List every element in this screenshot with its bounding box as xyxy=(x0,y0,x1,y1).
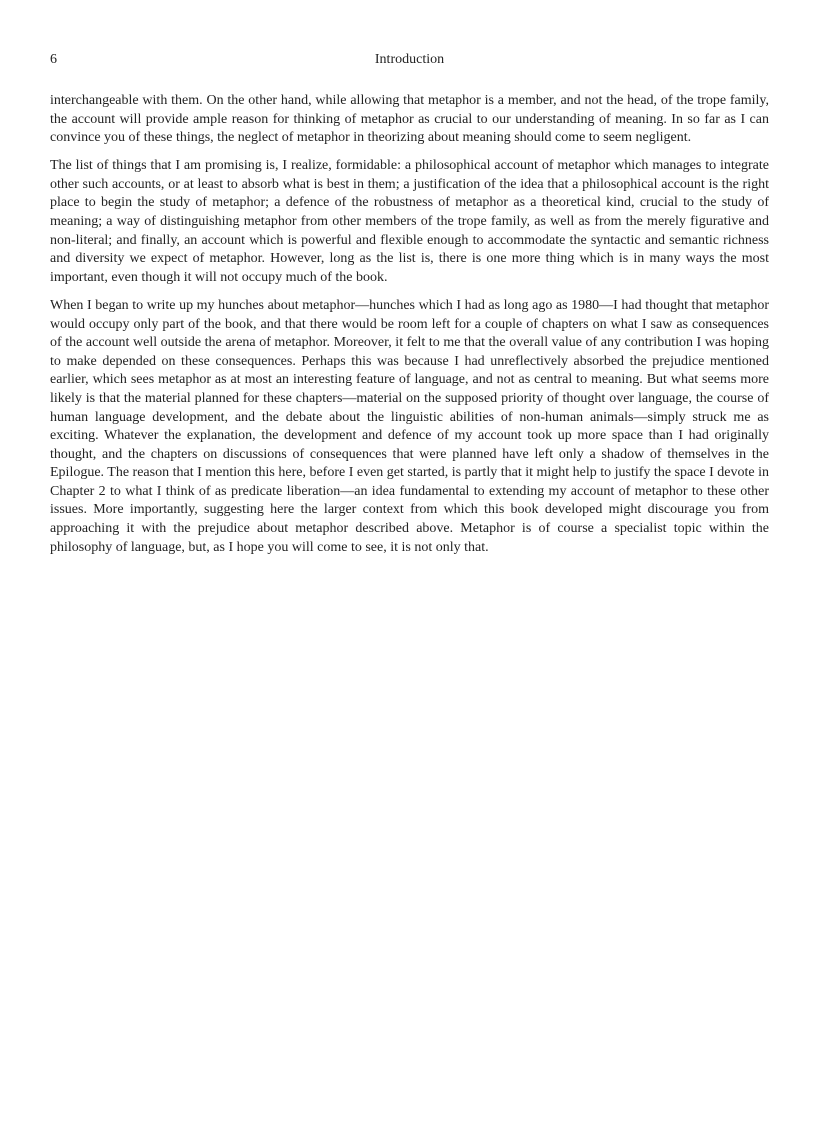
running-head: Introduction xyxy=(374,52,445,67)
paragraph: When I began to write up my hunches about metaphor—hunches which I had as long ago as 1980—I had thought that metaphor would occupy only part of the book, and that there would be room left for a couple of chapters on what I saw as consequences of the account well outside the arena of metaphor. Moreover, it felt to me that the overall value of any contribution I was hoping to make depended on these consequences. Perhaps this was because I had unreflectively absorbed the prejudice mentioned earlier, which sees metaphor as at most an interesting feature of language, and not as central to meaning. But what seems more likely is that the material planned for these chapters—material on the supposed priority of thought over language, the course of human language development, and the debate about the linguistic abilities of non-human animals—simply struck me as exciting. Whatever the explanation, the development and defence of my account took up more space than I had originally thought, and the chapters on discussions of consequences that were planned have left only a shadow of themselves in the Epilogue. The reason that I mention this here, before I even get started, is partly that it might help to justify the space I devote in Chapter 2 to what I think of as predicate liberation—an idea fundamental to extending my account of metaphor to these other issues. More importantly, suggesting here the larger context from which this book developed might discourage you from approaching it with the prejudice about metaphor described above. Metaphor is of course a specialist topic within the philosophy of language, but, as I hope you will come to see, it is not only that. xyxy=(50,297,769,555)
body-text xyxy=(50,92,769,567)
paragraph: interchangeable with them. On the other hand, while allowing that metaphor is a member, and not the head, of the trope family, the account will provide ample reason for thinking of metaphor as crucial to our understanding of meaning. In so far as I can convince you of these things, the neglect of metaphor in theorizing about meaning should come to seem negligent. xyxy=(50,93,769,146)
page-number: 6 xyxy=(50,52,57,67)
paragraph: The list of things that I am promising is, I realize, formidable: a philosophical account of metaphor which manages to integrate other such accounts, or at least to absorb what is best in them; a justification of the idea that a philosophical account is the right place to begin the study of metaphor; a defence of the robustness of metaphor as a theoretical kind, crucial to the study of meaning; a way of distinguishing metaphor from other members of the trope family, as well as from the merely figurative and non-literal; and finally, an account which is powerful and flexible enough to accommodate the syntactic and semantic richness and diversity we expect of metaphor. However, long as the list is, there is one more thing which is in many ways the most important, even though it will not occupy much of the book. xyxy=(50,158,769,285)
page-header xyxy=(50,50,769,70)
